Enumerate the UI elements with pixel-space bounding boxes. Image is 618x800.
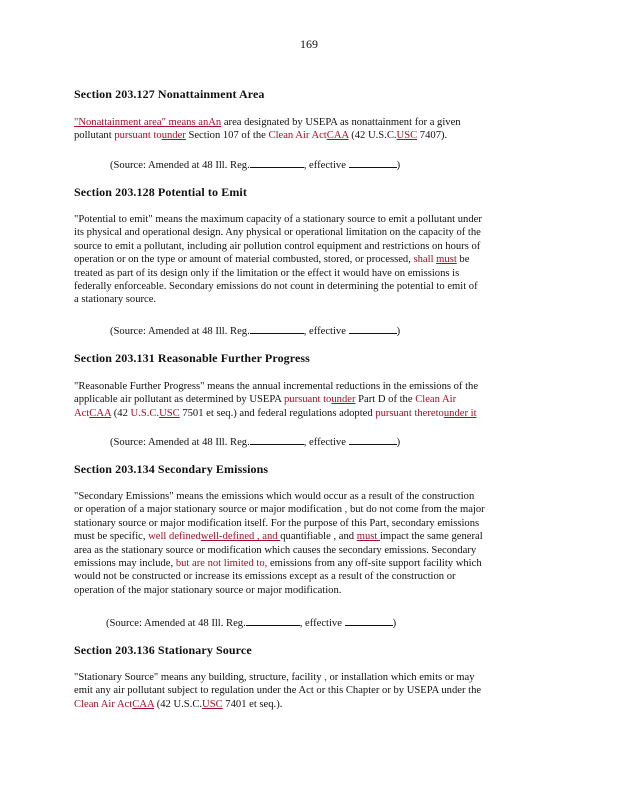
source-amended-text: (Source: Amended at 48 Ill. Reg. — [110, 437, 250, 448]
deleted-text: pursuant to — [283, 394, 332, 406]
register-number-blank — [250, 434, 304, 445]
section-body-203-136 — [74, 671, 544, 711]
text-line — [74, 503, 544, 516]
source-amended-text: (Source: Amended at 48 Ill. Reg. — [110, 326, 250, 337]
body-text: 7401 et seq.). — [222, 698, 283, 710]
text-line — [74, 684, 544, 697]
body-text: impact the same general — [379, 531, 483, 543]
inserted-text: "Nonattainment area" means an — [74, 117, 209, 128]
deleted-text: Clean Air — [415, 394, 457, 406]
body-text: applicable air pollutant as determined by USEPA — [74, 394, 284, 406]
effective-date-blank — [349, 434, 397, 445]
body-text: 7501 et seq.) and federal regulations adopted — [179, 407, 376, 419]
inserted-text: CAA — [132, 698, 155, 710]
inserted-text: USC — [159, 407, 180, 419]
text-line — [74, 213, 544, 226]
deleted-text: but are not limited to, — [175, 558, 270, 570]
inserted-text: must — [356, 531, 380, 543]
source-note-203-128 — [110, 323, 400, 337]
text-line — [74, 570, 544, 583]
text-line — [74, 517, 544, 530]
body-text: "Stationary Source" means any building, structure, facility — [74, 672, 325, 683]
text-line — [74, 226, 544, 239]
body-text: operation of the major stationary source or major modification. — [74, 584, 342, 596]
text-line — [74, 530, 544, 543]
section-heading-203-136: Section 203.136 Stationary Source — [74, 643, 252, 657]
deleted-text: Act — [74, 407, 90, 419]
deleted-text: , — [344, 504, 348, 516]
body-text: (42 U.S.C. — [154, 698, 203, 710]
text-line — [74, 544, 544, 557]
body-text: quantifiable , and — [280, 531, 357, 543]
body-text: "Potential to emit" means the maximum capacity of a stationary source to emit a pollutant under — [74, 214, 482, 225]
text-line — [74, 116, 544, 129]
deleted-text: well defined — [148, 531, 201, 543]
deleted-text: pursuant thereto — [375, 407, 444, 419]
body-text: treated as part of its design only if the limitation or the effect it would have on emissions is — [74, 267, 460, 279]
text-line — [74, 267, 544, 280]
body-text: emit any air pollutant subject to regulation under the Act or this Chapter or by USEPA under the — [74, 685, 482, 697]
body-text: would not be constructed or increase its emissions except as a result of the construction or — [74, 571, 456, 583]
source-note-203-134 — [106, 615, 396, 629]
body-text: (42 U.S.C. — [348, 130, 397, 142]
effective-date-blank — [349, 157, 397, 168]
section-body-203-131 — [74, 380, 544, 420]
body-text: area designated by USEPA as nonattainment for a given — [221, 117, 461, 128]
source-effective-text: , effective — [303, 437, 349, 448]
deleted-text: U.S.C. — [130, 407, 160, 419]
source-close-paren: ) — [396, 160, 401, 171]
source-note-203-127 — [110, 157, 400, 171]
section-body-203-128 — [74, 213, 544, 307]
effective-date-blank — [345, 615, 393, 626]
inserted-text: An — [208, 117, 222, 128]
source-note-203-131 — [110, 434, 400, 448]
body-text: Part D of the — [355, 394, 416, 406]
source-amended-text: (Source: Amended at 48 Ill. Reg. — [106, 618, 246, 629]
body-text: stationary source or major modification itself. For the purpose of this Part, secondary emissions — [74, 517, 480, 529]
inserted-text: under it — [443, 407, 477, 419]
inserted-text: USC — [202, 698, 223, 710]
body-text: (42 — [111, 407, 131, 419]
deleted-text: pursuant to — [114, 130, 162, 142]
section-heading-203-134: Section 203.134 Secondary Emissions — [74, 462, 269, 476]
source-close-paren: ) — [396, 326, 401, 337]
body-text: but do not come from the major — [347, 504, 485, 516]
body-text: pollutant — [74, 130, 115, 142]
body-text: Section 107 of the — [185, 130, 269, 142]
inserted-text: under — [331, 394, 356, 406]
inserted-text: CAA — [326, 130, 349, 142]
text-line — [74, 129, 544, 142]
inserted-text: must — [436, 254, 457, 266]
text-line — [74, 698, 544, 711]
section-heading-203-128: Section 203.128 Potential to Emit — [74, 185, 247, 199]
deleted-text: , — [324, 672, 327, 683]
body-text: 7407). — [417, 130, 448, 142]
body-text: must be specific, — [74, 531, 149, 543]
text-line — [74, 407, 544, 420]
text-line — [74, 584, 544, 597]
text-line — [74, 393, 544, 406]
section-body-203-127 — [74, 116, 544, 143]
inserted-text: under — [161, 130, 186, 142]
register-number-blank — [246, 615, 300, 626]
page-number: 169 — [300, 37, 318, 51]
source-effective-text: , effective — [303, 326, 349, 337]
body-text: or installation which emits or may — [326, 672, 475, 683]
body-text: federally enforceable. Secondary emissions do not count in determining the potential to emit of — [74, 281, 478, 293]
source-effective-text: , effective — [303, 160, 349, 171]
body-text: be — [456, 254, 470, 266]
source-close-paren: ) — [396, 437, 401, 448]
body-text: a stationary source. — [74, 294, 157, 306]
body-text: emissions from any off-site support facility which — [269, 558, 482, 570]
text-line — [74, 671, 544, 684]
body-text: or operation of a major stationary source or major modification — [74, 504, 345, 516]
effective-date-blank — [349, 323, 397, 334]
source-effective-text: , effective — [299, 618, 345, 629]
text-line — [74, 380, 544, 393]
inserted-text: USC — [396, 130, 418, 142]
body-text: its physical and operational design. Any physical or operational limitation on the capacity of the — [74, 227, 481, 239]
text-line — [74, 240, 544, 253]
deleted-text: Clean Air Act — [268, 130, 327, 142]
text-line — [74, 490, 544, 503]
body-text: operation or on the type or amount of material combusted, stored, or processed, — [74, 254, 414, 266]
body-text: emissions may include, — [74, 558, 176, 570]
text-line — [74, 253, 544, 266]
section-heading-203-127: Section 203.127 Nonattainment Area — [74, 87, 265, 101]
deleted-text: shall — [413, 254, 437, 266]
text-line — [74, 293, 544, 306]
body-text: "Reasonable Further Progress" means the annual incremental reductions in the emissions of the — [74, 381, 479, 392]
inserted-text: CAA — [89, 407, 112, 419]
body-text: area as the stationary source or modification which causes the secondary emissions. Secondary — [74, 544, 477, 556]
section-heading-203-131: Section 203.131 Reasonable Further Progress — [74, 351, 310, 365]
register-number-blank — [250, 157, 304, 168]
source-amended-text: (Source: Amended at 48 Ill. Reg. — [110, 160, 250, 171]
inserted-text: well-defined , and — [200, 531, 281, 543]
section-body-203-134 — [74, 490, 544, 597]
text-line — [74, 280, 544, 293]
body-text: "Secondary Emissions" means the emissions which would occur as a result of the construction — [74, 491, 475, 502]
text-line — [74, 557, 544, 570]
source-close-paren: ) — [392, 618, 397, 629]
body-text: source to emit a pollutant, including air pollution control equipment and restrictions on hours of — [74, 240, 481, 252]
register-number-blank — [250, 323, 304, 334]
deleted-text: Clean Air Act — [74, 698, 133, 710]
